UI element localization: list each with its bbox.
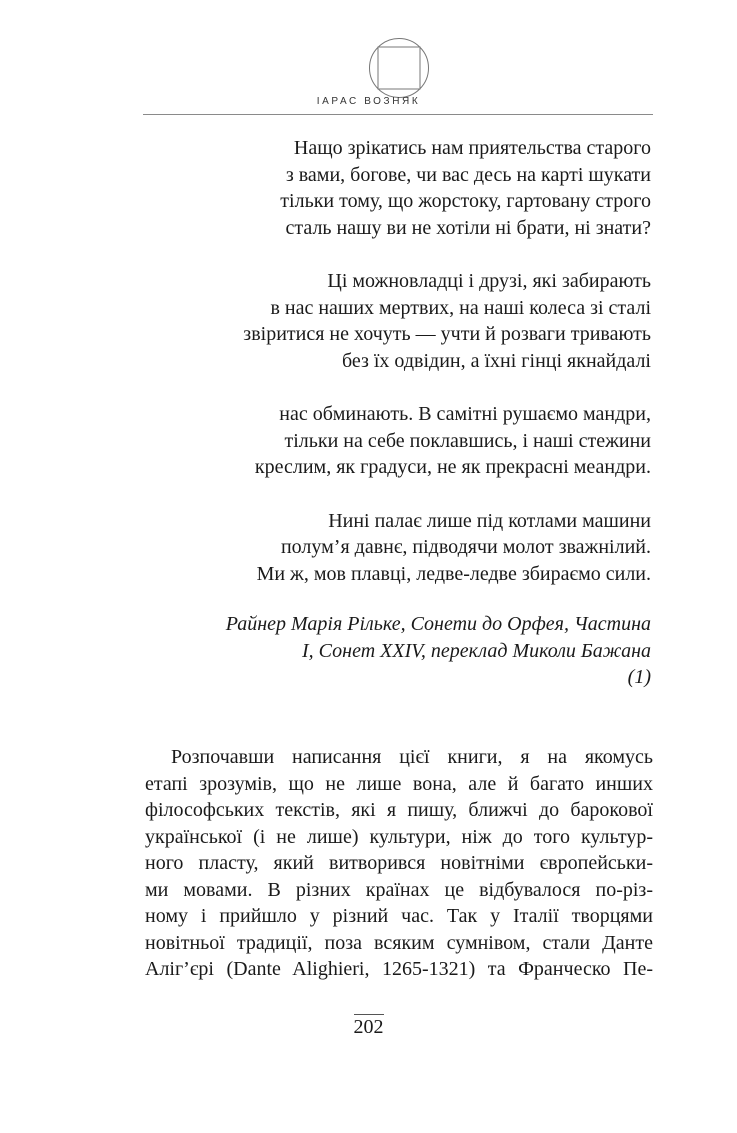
stanza xyxy=(151,268,651,374)
poem-line: Нині палає лише під котлами машини xyxy=(328,509,651,532)
paragraph-line: ми мовами. В різних країнах це відбувалося по-різ- xyxy=(145,878,653,901)
attribution-line: Райнер Марія Рільке, Сонети до Орфея, Частина xyxy=(225,613,651,635)
poem-line: креслим, як градуси, не як прекрасні меандри. xyxy=(254,456,651,478)
paragraph-line: новітньої традиції, поза всяким сумнівом, стали Данте xyxy=(145,931,653,954)
stanza xyxy=(151,135,651,241)
poem-line: нас обминають. В самітні рушаємо мандри, xyxy=(279,403,651,425)
poem-line: полум’я давнє, підводячи молот зважнілий. xyxy=(280,536,651,558)
paragraph-line: української (і не лише) культури, ніж до того культур- xyxy=(145,825,653,848)
body-paragraph xyxy=(145,744,653,983)
poem-line: Нащо зрікатись нам приятельства старого xyxy=(293,137,651,159)
page-number-text: 202 xyxy=(353,1016,384,1038)
page-number xyxy=(0,1016,737,1039)
paragraph-line: філософських текстів, які я пишу, ближчі до барокової xyxy=(145,799,653,821)
poem-line: тільки на себе поклавшись, і наші стежини xyxy=(284,429,651,452)
paragraph-line: етапі зрозумів, що не лише вона, але й багато инших xyxy=(145,772,653,795)
paragraph-line: ного пласту, який витворився новітніми європейськи- xyxy=(145,852,653,874)
poem-line: з вами, богове, чи вас десь на карті шукати xyxy=(285,163,651,186)
running-head: ІАРАС ВОЗНЯК xyxy=(316,96,421,107)
poem-line: без їх одвідин, а їхні гінці якнайдалі xyxy=(341,349,651,372)
paragraph-line: Аліг’єрі (Dante Alighieri, 1265-1321) та Франческо Пе- xyxy=(145,958,653,980)
stanza xyxy=(151,508,651,588)
poem-line: в нас наших мертвих, на наші колеса зі сталі xyxy=(270,296,651,319)
poem-line: сталь нашу ви не хотіли ні брати, ні знати? xyxy=(285,216,651,239)
attribution-line: I, Сонет XXIV, переклад Миколи Бажана xyxy=(302,639,651,662)
footnote-reference: (1) xyxy=(627,666,651,688)
poem-line: Ми ж, мов плавці, ледве-ледве збираємо сили. xyxy=(256,562,651,585)
paragraph-line: ному і прийшло у різний час. Так у Італії творцями xyxy=(145,905,653,927)
poem-line: тільки тому, що жорстоку, гартовану строго xyxy=(280,190,651,212)
poem-attribution xyxy=(131,611,651,691)
poem-line: звіритися не хочуть — учти й розваги тривають xyxy=(243,323,651,345)
circle-square-logo-icon xyxy=(368,37,430,99)
header-rule xyxy=(143,114,653,115)
paragraph-line: Розпочавши написання цієї книги, я на якомусь xyxy=(171,746,653,768)
poem-epigraph xyxy=(151,135,651,614)
stanza xyxy=(151,401,651,481)
poem-line: Ці можновладці і друзі, які забирають xyxy=(327,270,651,292)
